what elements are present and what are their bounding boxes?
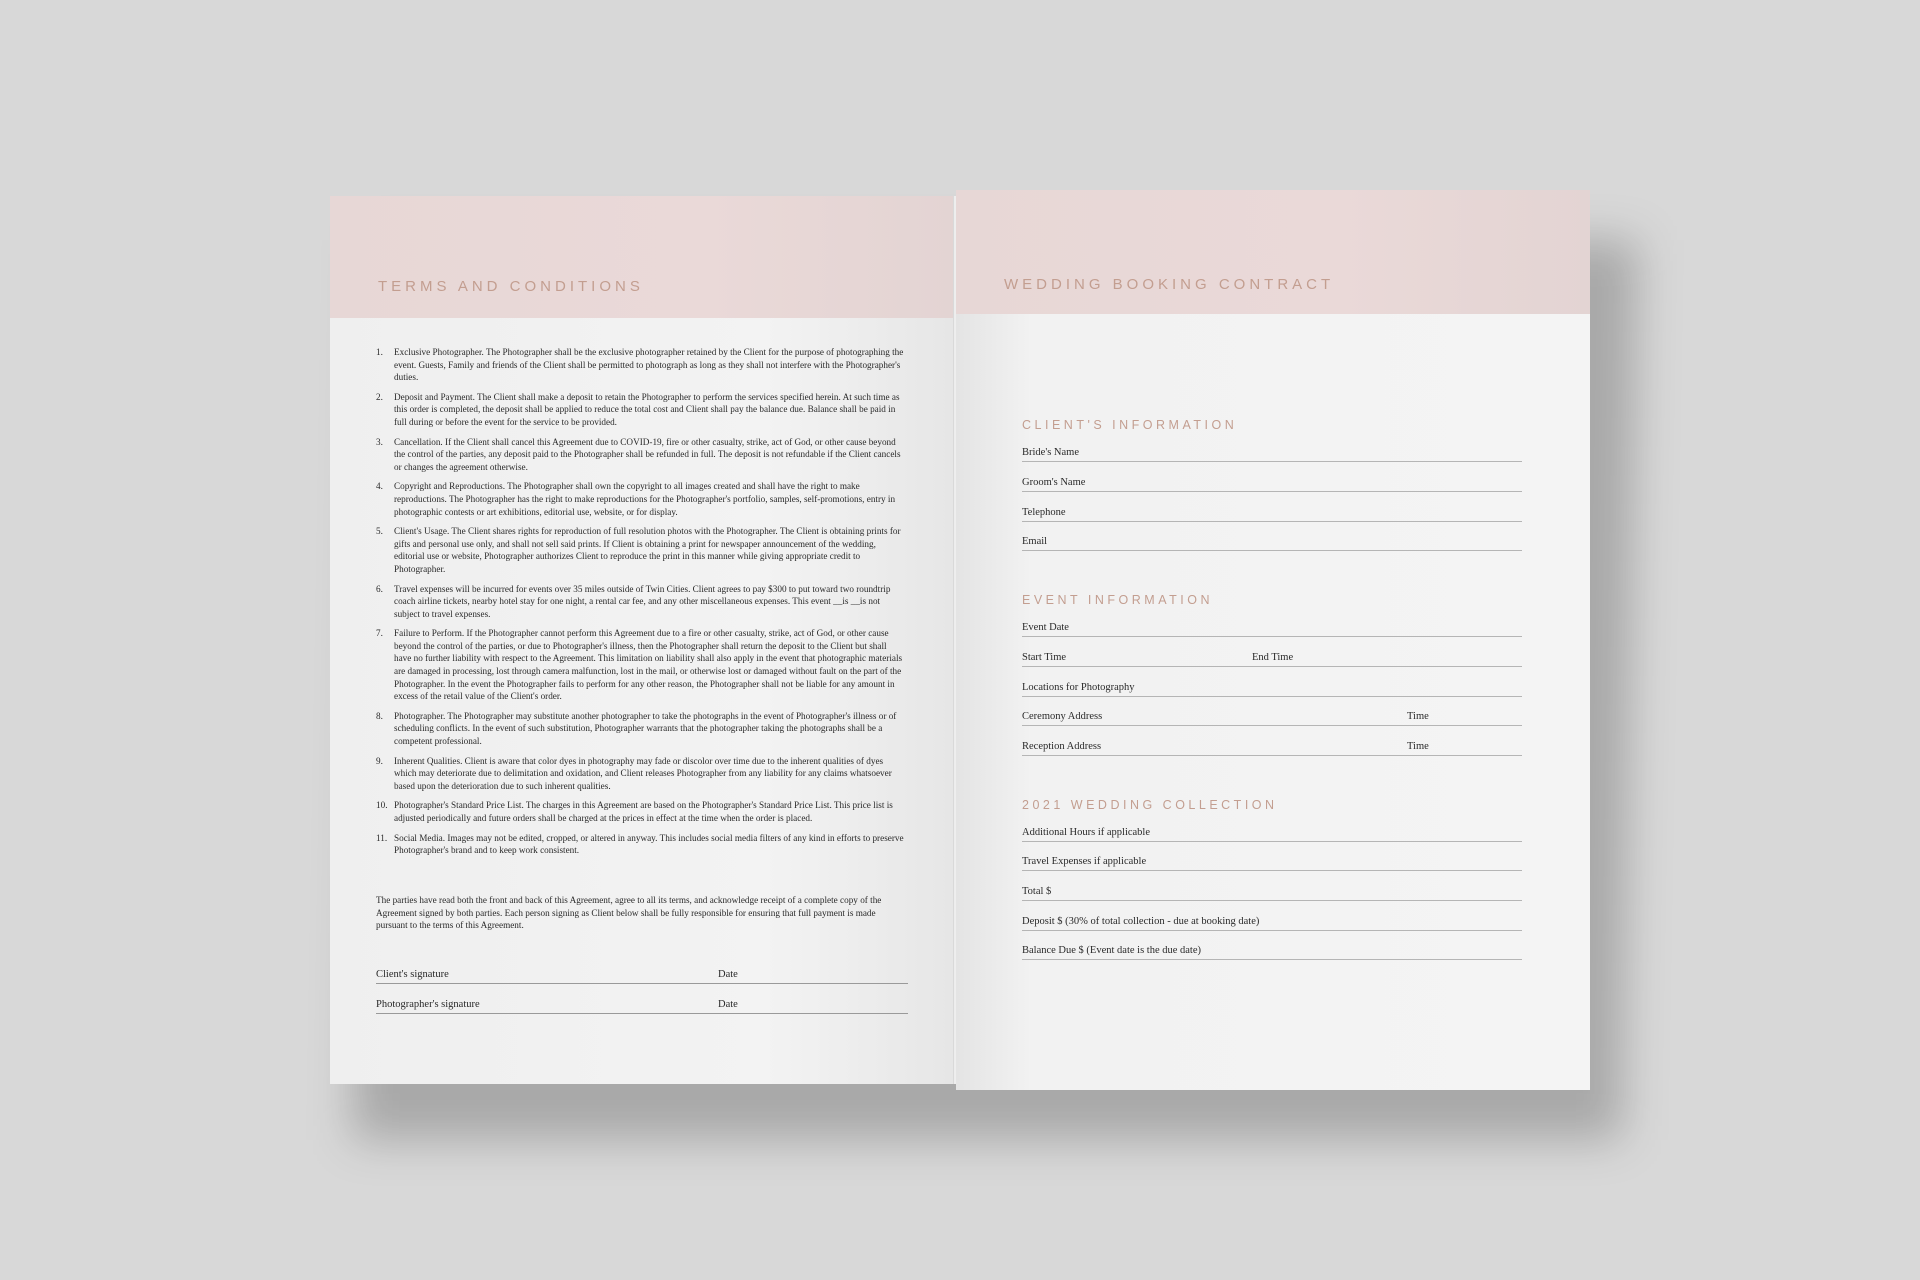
item-number: 1.: [376, 347, 383, 357]
field-label: Event Date: [1022, 622, 1069, 633]
list-item: [376, 525, 906, 575]
item-number: 5.: [376, 526, 383, 537]
list-item: [376, 480, 906, 518]
list-item: [376, 436, 906, 474]
field-label: Telephone: [1022, 507, 1066, 518]
time-field[interactable]: [1022, 649, 1522, 667]
time-label: Time: [1407, 711, 1429, 722]
item-text: Social Media. Images may not be edited, cropped, or altered in anyway. This includes social media filters of any kind in efforts to preserve Photographer's brand and to keep work consistent.: [394, 832, 904, 856]
email-field[interactable]: [1022, 533, 1522, 551]
field-label: Deposit $ (30% of total collection - due at booking date): [1022, 916, 1260, 927]
event-date-field[interactable]: [1022, 619, 1522, 637]
field-label: Total $: [1022, 886, 1052, 897]
item-number: 11.: [376, 832, 388, 843]
locations-field[interactable]: [1022, 679, 1522, 697]
contract-page: [956, 190, 1590, 1090]
item-text: Failure to Perform. If the Photographer cannot perform this Agreement due to a fire or other casualty, strike, act of God, or other cause beyond the control of the parties, or due to Photographer's illness, then the Photographer shall return the deposit to the Client but shall have no further liability with respect to the Agreement. This limitation on liability shall also apply in the event that photographic materials are damaged in processing, lost through camera malfunction, lost in the mail, or otherwise lost or damaged without fault on the part of the Photographer. In the event the Photographer fails to perform for any other reason, the Photographer shall not be liable for any amount in excess of the retail value of the Client's order.: [394, 628, 903, 702]
ceremony-address-field[interactable]: [1022, 708, 1522, 726]
list-item: [376, 583, 906, 621]
item-text: Inherent Qualities. Client is aware that color dyes in photography may fade or discolor over time due to the inherent qualities of dyes which may deteriorate due to delimitation and oxidation, and Client releases Photographer from any liability for any claims whatsoever based upon the deterioration due to such inherent qualities.: [394, 755, 892, 791]
item-number: 6.: [376, 583, 383, 594]
item-text: Photographer. The Photographer may substitute another photographer to take the photographs in the event of Photographer's illness or of scheduling conflicts. In the event of such substitution, Photographer warrants that the photographer taking the photographs shall be a competent professional.: [394, 710, 897, 747]
item-text: Photographer's Standard Price List. The charges in this Agreement are based on the Photographer's Standard Price List. This price list is adjusted periodically and future orders shall be charged at the prices in effect at the time when the order is placed.: [394, 800, 893, 823]
list-item: [376, 799, 906, 824]
total-field[interactable]: [1022, 883, 1522, 901]
collection-title: 2021 WEDDING COLLECTION: [1022, 798, 1278, 812]
signature-label: Client's signature: [376, 969, 449, 980]
end-time-label: End Time: [1252, 652, 1294, 663]
start-time-label: Start Time: [1022, 652, 1067, 663]
balance-due-field[interactable]: [1022, 942, 1522, 960]
field-label: Bride's Name: [1022, 447, 1080, 458]
item-number: 4.: [376, 481, 383, 492]
item-number: 3.: [376, 436, 383, 447]
field-label: Locations for Photography: [1022, 682, 1135, 693]
field-label: Ceremony Address: [1022, 711, 1103, 722]
grooms-name-field[interactable]: [1022, 474, 1522, 492]
page-title: WEDDING BOOKING CONTRACT: [1004, 276, 1335, 293]
field-label: Travel Expenses if applicable: [1022, 856, 1147, 867]
telephone-field[interactable]: [1022, 504, 1522, 522]
item-number: 2.: [376, 391, 383, 402]
client-info-title: CLIENT'S INFORMATION: [1022, 418, 1238, 432]
brides-name-field[interactable]: [1022, 444, 1522, 462]
travel-expenses-field[interactable]: [1022, 853, 1522, 871]
item-text: Cancellation. If the Client shall cancel this Agreement due to COVID-19, fire or other casualty, strike, act of God, or other cause beyond the control of the parties, any deposit paid to the Photographer shall be refunded in full. The deposit is not refundable if the Client cancels or changes the agreement otherwise.: [394, 436, 901, 472]
photographer-signature-line[interactable]: [376, 996, 908, 1014]
terms-page: [330, 196, 954, 1084]
time-label: Time: [1407, 741, 1429, 752]
client-signature-line[interactable]: [376, 966, 908, 984]
list-item: [376, 710, 906, 748]
event-info-title: EVENT INFORMATION: [1022, 593, 1213, 607]
additional-hours-field[interactable]: [1022, 824, 1522, 842]
item-number: 10.: [376, 800, 388, 811]
date-label: Date: [718, 999, 738, 1010]
page-title: TERMS AND CONDITIONS: [378, 278, 644, 295]
list-item: [376, 346, 906, 384]
terms-list: [376, 346, 906, 864]
deposit-field[interactable]: [1022, 913, 1522, 931]
reception-address-field[interactable]: [1022, 738, 1522, 756]
field-label: Additional Hours if applicable: [1022, 827, 1151, 838]
closing-paragraph: The parties have read both the front and back of this Agreement, agree to all its terms, and acknowledge receipt of a complete copy of the Agreement signed by both parties. Each person signing as Client below shall be fully responsible for ensuring that full payment is made pursuant to the terms of this Agreement.: [376, 895, 882, 931]
item-text: Deposit and Payment. The Client shall make a deposit to retain the Photographer to perform the services specified herein. At such time as this order is completed, the deposit shall be applied to reduce the total cost and Client shall pay the balance due. Balance shall be paid in full during or before the event for the service to be provided.: [394, 391, 900, 427]
field-label: Email: [1022, 536, 1048, 547]
list-item: [376, 391, 906, 429]
item-text: Travel expenses will be incurred for events over 35 miles outside of Twin Cities. Client agrees to pay $300 to put toward two roundtrip coach airline tickets, nearby hotel stay for one night, a rental car fee, and any other miscellaneous expenses. This event __is __is not subject to travel expenses.: [394, 583, 891, 619]
list-item: [376, 755, 906, 793]
header-band: [330, 196, 954, 318]
item-text: Client's Usage. The Client shares rights for reproduction of full resolution photos with the Photographer. The Client is obtaining prints for gifts and personal use only, and shall not sell said prints. If Client is obtaining a print for newspaper announcement of the wedding, editorial use or website, Photographer authorizes Client to reproduce the print in this manner while giving appropriate credit to Photographer.: [394, 526, 901, 574]
field-label: Balance Due $ (Event date is the due date): [1022, 945, 1202, 956]
list-item: [376, 832, 906, 857]
item-text: Exclusive Photographer. The Photographer shall be the exclusive photographer retained by the Client for the purpose of photographing the event. Guests, Family and friends of the Client shall be permitted to photograph as long as they shall not interfere with the Photographer's duties.: [394, 347, 904, 383]
field-label: Groom's Name: [1022, 477, 1086, 488]
field-label: Reception Address: [1022, 741, 1102, 752]
header-band: [956, 190, 1590, 314]
item-number: 7.: [376, 628, 383, 639]
signature-label: Photographer's signature: [376, 999, 480, 1010]
item-number: 8.: [376, 710, 383, 721]
date-label: Date: [718, 969, 738, 980]
item-text: Copyright and Reproductions. The Photographer shall own the copyright to all images created and shall have the right to make reproductions. The Photographer has the right to make reproductions for the Photographer's portfolio, samples, self-promotions, entry in photographic contests or art exhibitions, editorial use, website, or for display.: [394, 481, 896, 517]
item-number: 9.: [376, 755, 383, 766]
list-item: [376, 627, 906, 703]
